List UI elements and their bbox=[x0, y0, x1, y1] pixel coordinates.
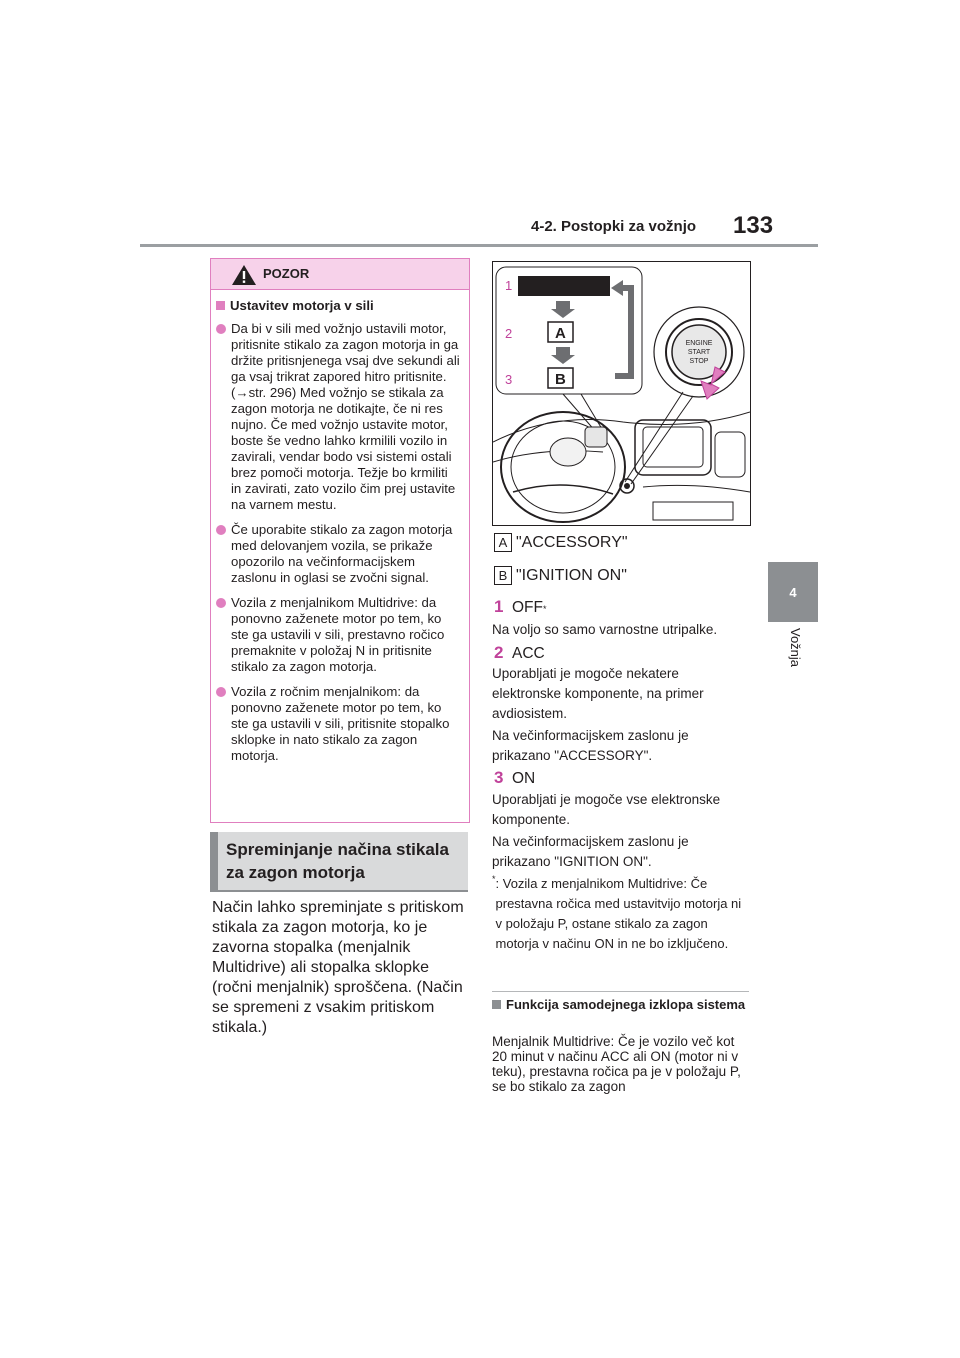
warning-item: Da bi v sili med vožnjo ustavili motor, pritisnite stikalo za zagon motorja in ga držite pritisnjenega vsaj dve sekundi ali ga vsaj trikrat zapored hitro pritisnite. (→str. 296) Med vožnjo se stikala za zagon motorja ne dotikajte, če ni res nujno. Če med vožnjo ustavite motor, boste še vedno lahko krmilili vozilo in zavirali, vendar bodo vsi sistemi ostali brez pomoči motorja. Težje bo krmiliti in zavirati, zato vozilo čim prej ustavite na varnem mestu. bbox=[216, 321, 461, 513]
engine-switch-illustration bbox=[492, 261, 751, 526]
warning-subheading: Ustavitev motorja v sili bbox=[216, 298, 461, 314]
function-text: Menjalnik Multidrive: Če je vozilo več kot 20 minut v načinu ACC ali ON (motor ni v teku), prestavna ročica pa je v položaju P, se bo stikalo za zagon bbox=[492, 1034, 741, 1094]
bullet-dot-icon bbox=[216, 687, 226, 697]
label-accessory: A "ACCESSORY" bbox=[494, 533, 628, 552]
illus-number-3: 3 bbox=[505, 372, 513, 387]
warning-item: Vozila z ročnim menjalnikom: da ponovno zaženete motor po tem, ko ste ga ustavili v sili, pritisnite stopalko sklopke in nato stikalo za zagon motorja. bbox=[216, 684, 461, 764]
step-on-desc-2: Na večinformacijskem zaslonu je prikazano "IGNITION ON". bbox=[492, 834, 689, 869]
label-ignition-on: B "IGNITION ON" bbox=[494, 566, 627, 585]
divider bbox=[492, 991, 749, 992]
page-number: 133 bbox=[733, 212, 774, 239]
bullet-dot-icon bbox=[216, 324, 226, 334]
illus-number-1: 1 bbox=[505, 278, 513, 293]
footnote: * : Vozila z menjalnikom Multidrive: Če prestavna ročica med ustavitvijo motorja ni v položaju P, ostane stikalo za zagon motorja v načinu ON in ne bo izključeno. bbox=[492, 874, 742, 951]
step-on: 3 ON bbox=[494, 768, 536, 787]
bullet-dot-icon bbox=[216, 525, 226, 535]
warning-triangle-icon bbox=[231, 264, 257, 286]
square-bullet-icon bbox=[216, 301, 225, 310]
illus-letter-b: B bbox=[555, 371, 566, 388]
header-rule bbox=[140, 244, 818, 247]
step-acc: 2 ACC bbox=[494, 643, 545, 662]
step-acc-desc: Uporabljati je mogoče nekatere elektronske komponente, na primer avdiosistem. bbox=[492, 666, 704, 721]
section-heading: Spreminjanje načina stikala za zagon motorja bbox=[210, 832, 468, 892]
chapter-tab-label: Vožnja bbox=[788, 628, 803, 668]
step-off: 1 OFF * bbox=[494, 597, 547, 616]
svg-text:START: START bbox=[687, 349, 711, 356]
warning-box bbox=[210, 258, 470, 823]
illus-number-2: 2 bbox=[505, 326, 513, 341]
square-bullet-icon bbox=[492, 1000, 501, 1009]
step-off-desc: Na voljo so samo varnostne utripalke. bbox=[492, 622, 718, 637]
function-subheading: Funkcija samodejnega izklopa sistema bbox=[492, 997, 749, 1012]
warning-item: Če uporabite stikalo za zagon motorja med delovanjem vozila, se prikaže opozorilo na večinformacijskem zaslonu in oglasi se zvočni signal. bbox=[216, 522, 461, 586]
step-on-desc: Uporabljati je mogoče vse elektronske komponente. bbox=[492, 792, 721, 827]
warning-title: POZOR bbox=[263, 266, 310, 281]
intro-paragraph: Način lahko spreminjate s pritiskom stikala za zagon motorja, ko je zavorna stopalka (menjalnik Multidrive) ali stopalka sklopke (ročni menjalnik) sproščena. (Način se spremeni z vsakim pritiskom stikala.) bbox=[212, 899, 464, 1036]
chapter-tab[interactable]: 4 bbox=[768, 562, 818, 622]
illus-letter-a: A bbox=[555, 325, 566, 342]
step-acc-desc-2: Na večinformacijskem zaslonu je prikazano "ACCESSORY". bbox=[492, 728, 689, 763]
svg-text:STOP: STOP bbox=[689, 358, 709, 365]
warning-item: Vozila z menjalnikom Multidrive: da ponovno zaženete motor po tem, ko ste ga ustavili v sili, prestavno ročico premaknite v položaj N in pritisnite stikalo za zagon motorja. bbox=[216, 595, 461, 675]
svg-text:ENGINE: ENGINE bbox=[685, 340, 713, 347]
illustration-svg bbox=[493, 262, 750, 525]
bullet-dot-icon bbox=[216, 598, 226, 608]
warning-header bbox=[211, 259, 469, 290]
section-title: 4-2. Postopki za vožnjo bbox=[531, 218, 697, 235]
